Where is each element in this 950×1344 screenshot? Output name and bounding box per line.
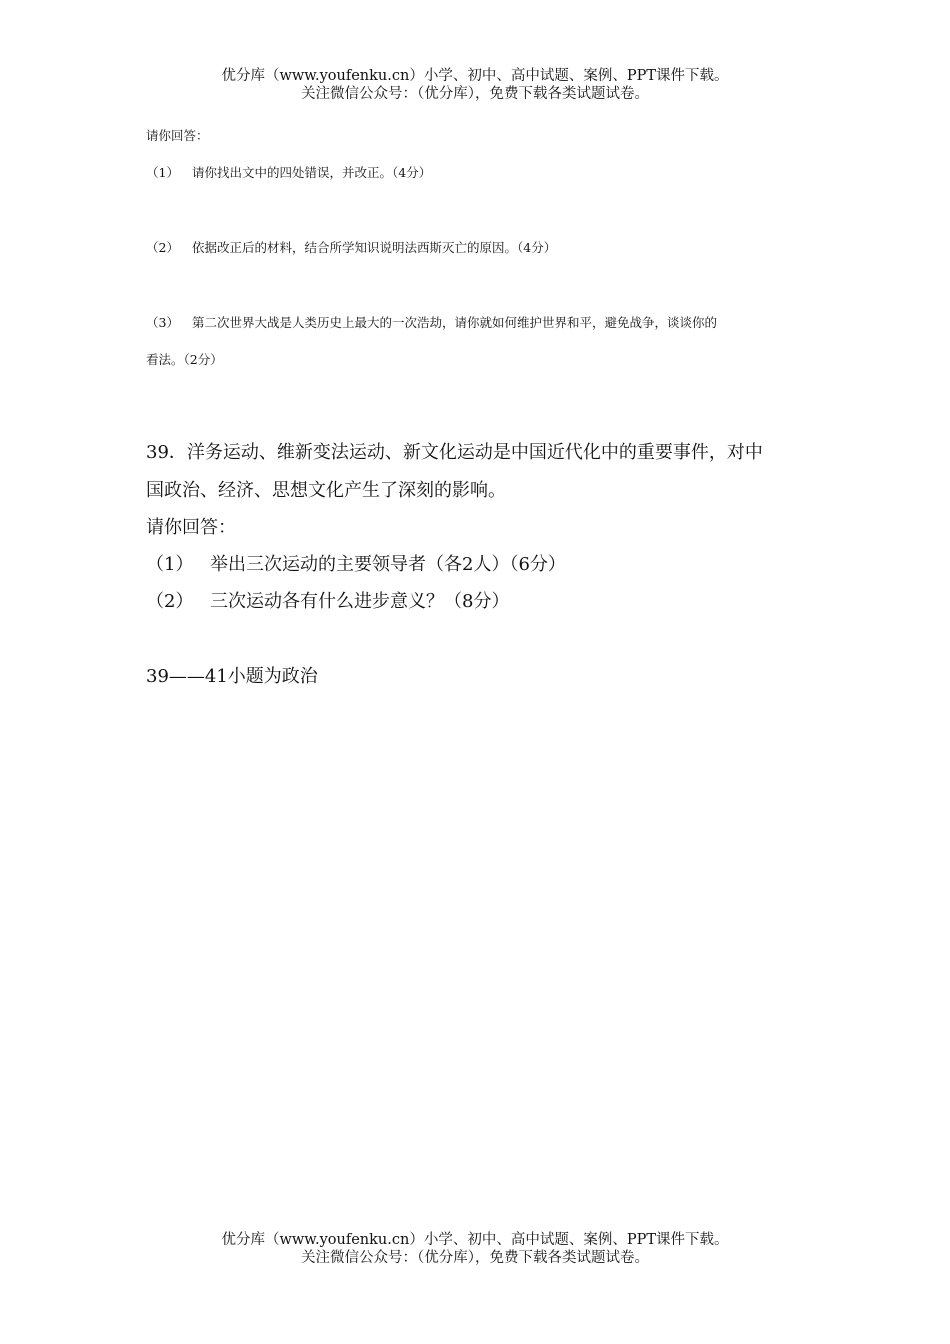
header-line-2: 关注微信公众号：（优分库），免费下载各类试题试卷。: [301, 86, 649, 102]
q39-item-2: [146, 591, 509, 613]
q39-prompt: 请你回答：: [146, 517, 236, 538]
q39-item-2-number: （2）: [146, 591, 194, 612]
q38-item-1: [146, 165, 431, 181]
footer-line-2: 关注微信公众号：（优分库），免费下载各类试题试卷。: [301, 1250, 649, 1266]
q39-item-2-text: 三次运动各有什么进步意义？（8分）: [210, 591, 510, 612]
q39-item-1-number: （1）: [146, 554, 194, 575]
page-header: [0, 67, 950, 103]
footer-line-1: 优分库（www.youfenku.cn）小学、初中、高中试题、案例、PPT课件下载。: [221, 1232, 729, 1248]
q39-item-1: [146, 554, 566, 576]
q39-stem-line-1: 39．洋务运动、维新变法运动、新文化运动是中国近代化中的重要事件，对中: [146, 442, 763, 463]
q38-item-2: [146, 240, 556, 256]
q39-item-1-text: 举出三次运动的主要领导者（各2人）（6分）: [210, 554, 566, 575]
q38-item-3-continuation: 看法。（2分）: [146, 352, 223, 367]
q38-item-3-text: 第二次世界大战是人类历史上最大的一次浩劫，请你就如何维护世界和平，避免战争，谈谈你的: [192, 315, 718, 330]
q38-item-3: [146, 315, 717, 331]
section-note: 39——41小题为政治: [146, 666, 318, 687]
q38-item-1-text: 请你找出文中的四处错误，并改正。（4分）: [192, 165, 432, 180]
header-line-1: 优分库（www.youfenku.cn）小学、初中、高中试题、案例、PPT课件下载。: [221, 68, 729, 84]
q38-item-1-number: （1）: [146, 165, 179, 180]
q38-item-3-number: （3）: [146, 315, 179, 330]
page-footer: [0, 1231, 950, 1267]
q38-prompt: 请你回答：: [146, 128, 209, 143]
q38-item-2-text: 依据改正后的材料，结合所学知识说明法西斯灭亡的原因。（4分）: [192, 240, 557, 255]
q38-item-2-number: （2）: [146, 240, 179, 255]
q39-stem-line-2: 国政治、经济、思想文化产生了深刻的影响。: [146, 480, 506, 501]
